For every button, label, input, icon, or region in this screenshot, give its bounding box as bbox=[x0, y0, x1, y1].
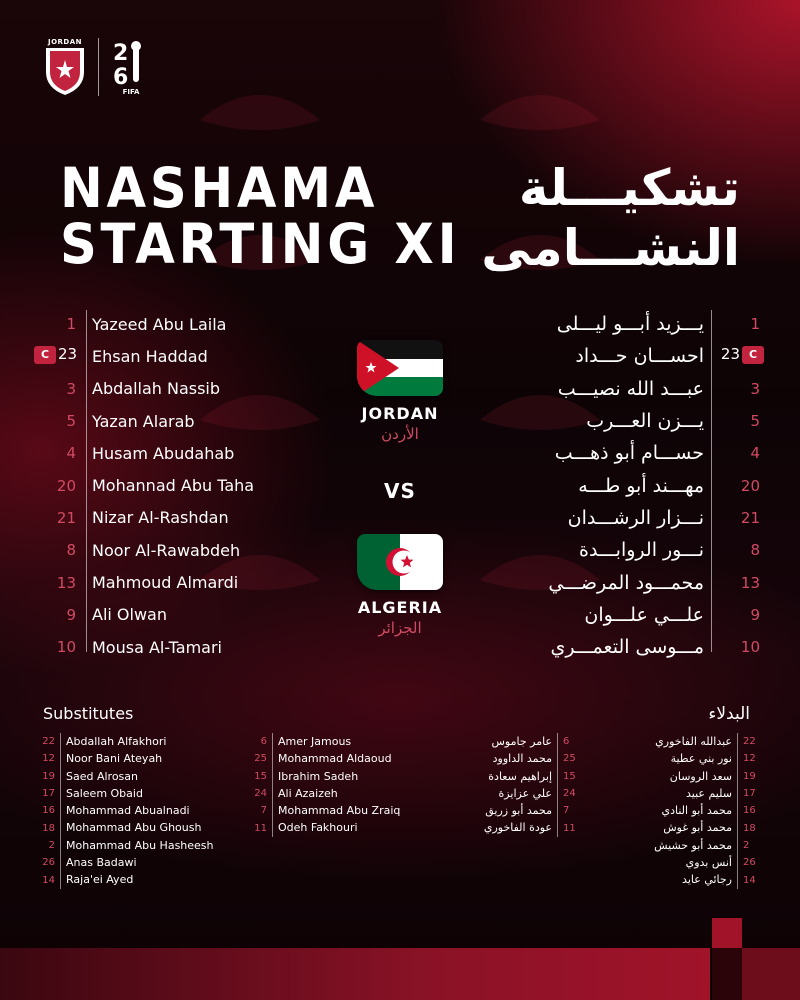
lineup-row bbox=[480, 469, 800, 501]
team-algeria-ar: الجزائر bbox=[378, 619, 422, 637]
player-number: 1 bbox=[750, 315, 760, 334]
player-number: 10 bbox=[740, 638, 760, 657]
lineup-row bbox=[480, 599, 800, 631]
sub-number: 11 bbox=[254, 822, 267, 834]
sub-row bbox=[38, 785, 258, 802]
sub-row bbox=[610, 733, 760, 750]
sub-name: محمد أبو زريق bbox=[485, 802, 558, 819]
brand-logos bbox=[42, 38, 153, 96]
sub-row bbox=[610, 750, 760, 767]
captain-number-ar: 23 bbox=[720, 345, 740, 363]
sub-name: سليم عبيد bbox=[686, 785, 738, 802]
sub-number: 22 bbox=[743, 736, 756, 748]
lineup-row bbox=[0, 373, 300, 405]
sub-name: نور بني عطية bbox=[671, 750, 738, 767]
jordan-fa-logo bbox=[42, 38, 88, 96]
subs-ar-column-2 bbox=[460, 733, 580, 837]
lineup-row bbox=[480, 631, 800, 663]
subs-ar-column-1 bbox=[610, 733, 760, 889]
sub-row bbox=[460, 785, 580, 802]
player-name: عبـــد الله نصيـــب bbox=[557, 377, 704, 400]
sub-name: محمد أبو غوش bbox=[663, 819, 738, 836]
player-number: 9 bbox=[66, 605, 76, 624]
player-name: Yazeed Abu Laila bbox=[92, 314, 227, 334]
sub-number: 6 bbox=[563, 736, 570, 748]
lineup-en-divider bbox=[86, 310, 87, 652]
lineup-ar-divider bbox=[711, 310, 712, 652]
lineup-row bbox=[0, 502, 300, 534]
sub-row bbox=[460, 802, 580, 819]
sub-row bbox=[38, 768, 258, 785]
sub-name: Mohammad Aldaoud bbox=[272, 750, 392, 767]
player-number: 20 bbox=[56, 476, 76, 495]
sub-number: 19 bbox=[42, 770, 55, 782]
sub-row bbox=[250, 768, 410, 785]
player-number: 3 bbox=[66, 379, 76, 398]
svg-text:2: 2 bbox=[113, 41, 129, 66]
sub-name: أنس بدوي bbox=[686, 854, 738, 871]
lineup-row bbox=[480, 373, 800, 405]
algeria-flag-icon bbox=[357, 534, 443, 590]
sub-number: 16 bbox=[42, 805, 55, 817]
team-algeria-en: ALGERIA bbox=[357, 598, 443, 617]
player-name: Mousa Al-Tamari bbox=[92, 637, 222, 657]
player-name: Noor Al-Rawabdeh bbox=[92, 540, 241, 560]
sub-name: Mohammad Abualnadi bbox=[60, 802, 190, 819]
sub-number: 26 bbox=[42, 857, 55, 869]
sub-number: 22 bbox=[42, 736, 55, 748]
sub-row bbox=[610, 837, 760, 854]
trophy-26-icon bbox=[109, 38, 153, 88]
sub-row bbox=[460, 750, 580, 767]
player-name: Mohannad Abu Taha bbox=[92, 476, 255, 496]
sub-name: Mohammad Abu Zraiq bbox=[272, 802, 400, 819]
sub-row bbox=[610, 854, 760, 871]
team-jordan bbox=[350, 340, 450, 443]
sub-number: 26 bbox=[743, 857, 756, 869]
team-jordan-ar: الأردن bbox=[381, 425, 419, 443]
player-number: 20 bbox=[740, 476, 760, 495]
fifa-word: FIFA bbox=[122, 88, 140, 96]
lineup-row bbox=[0, 566, 300, 598]
sub-row bbox=[610, 819, 760, 836]
sub-row bbox=[38, 750, 258, 767]
bottom-bar bbox=[0, 948, 710, 1000]
sub-row bbox=[610, 871, 760, 888]
sub-name: محمد أبو النادي bbox=[661, 802, 738, 819]
shield-icon bbox=[42, 38, 88, 96]
player-name: مهـــند أبو طـــه bbox=[578, 474, 704, 497]
player-number: 4 bbox=[66, 444, 76, 463]
sub-number: 12 bbox=[42, 753, 55, 765]
subs-en-column-2 bbox=[250, 733, 410, 837]
bottom-square-corner bbox=[742, 948, 800, 1000]
lineup-row bbox=[0, 631, 300, 663]
lineup-row bbox=[480, 437, 800, 469]
sub-name: Abdallah Alfakhori bbox=[60, 733, 166, 750]
player-name: Mahmoud Almardi bbox=[92, 573, 239, 593]
sub-number: 18 bbox=[42, 822, 55, 834]
sub-name: محمد الداوود bbox=[493, 750, 558, 767]
title-english bbox=[60, 156, 461, 276]
sub-row bbox=[610, 768, 760, 785]
sub-number: 25 bbox=[254, 753, 267, 765]
sub-number: 2 bbox=[743, 839, 750, 851]
sub-number: 6 bbox=[260, 736, 267, 748]
player-name: نـــزار الرشـــدان bbox=[567, 506, 704, 529]
sub-row bbox=[38, 837, 258, 854]
title-ar-line1: تشكيـــلة bbox=[518, 159, 740, 217]
sub-name: Raja'ei Ayed bbox=[60, 871, 133, 888]
sub-row bbox=[610, 785, 760, 802]
player-name: حســـام أبو ذهـــب bbox=[554, 442, 704, 465]
player-name: نـــور الروابـــدة bbox=[579, 539, 704, 562]
sub-number: 24 bbox=[254, 788, 267, 800]
sub-number: 25 bbox=[563, 753, 576, 765]
lineup-row bbox=[0, 469, 300, 501]
lineup-row bbox=[480, 566, 800, 598]
player-name: Yazan Alarab bbox=[92, 411, 195, 431]
sub-name: إبراهيم سعادة bbox=[488, 768, 558, 785]
lineup-row bbox=[0, 308, 300, 340]
title-en-line2: STARTING XI bbox=[60, 212, 461, 276]
sub-row bbox=[38, 854, 258, 871]
sub-row bbox=[250, 750, 410, 767]
player-number: 21 bbox=[56, 508, 76, 527]
sub-row bbox=[38, 819, 258, 836]
title-ar-line2: النشـــامى bbox=[481, 219, 740, 277]
sub-name: Ibrahim Sadeh bbox=[272, 768, 358, 785]
player-name: احســـان حـــداد bbox=[575, 345, 704, 368]
lineup-row bbox=[480, 308, 800, 340]
jordan-flag-icon bbox=[357, 340, 443, 396]
player-number: 13 bbox=[740, 573, 760, 592]
player-number: 8 bbox=[66, 541, 76, 560]
sub-number: 15 bbox=[563, 770, 576, 782]
team-jordan-en: JORDAN bbox=[361, 404, 439, 423]
sub-name: Noor Bani Ateyah bbox=[60, 750, 162, 767]
sub-name: Amer Jamous bbox=[272, 733, 351, 750]
bottom-square-accent bbox=[712, 918, 742, 948]
title-arabic bbox=[481, 158, 740, 278]
sub-name: Mohammad Abu Ghoush bbox=[60, 819, 201, 836]
fifa-world-cup-logo bbox=[109, 38, 153, 96]
sub-name: علي عزايزة bbox=[499, 785, 558, 802]
player-number: 4 bbox=[750, 444, 760, 463]
player-name: Nizar Al-Rashdan bbox=[92, 508, 229, 528]
lineup-row bbox=[0, 599, 300, 631]
player-name: Abdallah Nassib bbox=[92, 379, 221, 399]
sub-number: 7 bbox=[260, 805, 267, 817]
lineup-row bbox=[480, 405, 800, 437]
sub-name: محمد أبو حشيش bbox=[654, 837, 738, 854]
sub-row bbox=[250, 802, 410, 819]
sub-row bbox=[38, 871, 258, 888]
sub-number: 14 bbox=[743, 874, 756, 886]
title-en-line1: NASHAMA bbox=[60, 156, 379, 220]
svg-text:6: 6 bbox=[113, 65, 129, 88]
sub-name: Ali Azaizeh bbox=[272, 785, 338, 802]
player-number: 3 bbox=[750, 379, 760, 398]
lineup-row bbox=[0, 405, 300, 437]
versus-label: VS bbox=[384, 479, 416, 503]
subs-en-column-1 bbox=[38, 733, 258, 889]
sub-number: 17 bbox=[743, 788, 756, 800]
player-number: 5 bbox=[750, 412, 760, 431]
sub-number: 12 bbox=[743, 753, 756, 765]
sub-number: 7 bbox=[563, 805, 570, 817]
player-number: 5 bbox=[66, 412, 76, 431]
sub-row bbox=[460, 768, 580, 785]
sub-name: رجائي عايد bbox=[682, 871, 738, 888]
player-number: 13 bbox=[56, 573, 76, 592]
sub-name: عامر جاموس bbox=[491, 733, 558, 750]
sub-number: 24 bbox=[563, 788, 576, 800]
sub-row bbox=[250, 819, 410, 836]
sub-name: Anas Badawi bbox=[60, 854, 137, 871]
sub-name: سعد الروسان bbox=[670, 768, 738, 785]
lineup-row bbox=[0, 437, 300, 469]
sub-row bbox=[460, 819, 580, 836]
player-name: يـــزيد أبـــو ليـــلى bbox=[556, 313, 704, 336]
sub-row bbox=[610, 802, 760, 819]
player-number: 9 bbox=[750, 605, 760, 624]
captain-number-en: 23 bbox=[58, 345, 78, 363]
sub-number: 15 bbox=[254, 770, 267, 782]
player-name: Husam Abudahab bbox=[92, 443, 235, 463]
player-name: محمـــود المرضـــي bbox=[548, 571, 704, 594]
jordan-logo-word: JORDAN bbox=[47, 38, 83, 46]
player-name: مـــوسى التعمـــري bbox=[550, 636, 704, 659]
player-name: يـــزن العـــرب bbox=[586, 410, 704, 433]
sub-row bbox=[38, 802, 258, 819]
bottom-square-dark bbox=[712, 948, 742, 1000]
sub-row bbox=[460, 733, 580, 750]
sub-number: 14 bbox=[42, 874, 55, 886]
sub-row bbox=[250, 733, 410, 750]
player-number: 1 bbox=[66, 315, 76, 334]
sub-name: Saleem Obaid bbox=[60, 785, 143, 802]
lineup-row bbox=[480, 534, 800, 566]
team-algeria bbox=[350, 534, 450, 637]
sub-name: Odeh Fakhouri bbox=[272, 819, 358, 836]
player-number: 8 bbox=[750, 541, 760, 560]
lineup-row bbox=[480, 502, 800, 534]
sub-row bbox=[250, 785, 410, 802]
player-name: Ehsan Haddad bbox=[92, 346, 208, 366]
sub-name: Saed Alrosan bbox=[60, 768, 138, 785]
sub-name: Mohammad Abu Hasheesh bbox=[60, 837, 214, 854]
player-number: 10 bbox=[56, 638, 76, 657]
sub-name: عودة الفاخوري bbox=[484, 819, 558, 836]
sub-number: 16 bbox=[743, 805, 756, 817]
player-name: علـــي علـــوان bbox=[584, 603, 704, 626]
captain-badge-en: C bbox=[34, 346, 56, 364]
sub-number: 18 bbox=[743, 822, 756, 834]
captain-badge-ar: C bbox=[742, 346, 764, 364]
logo-divider bbox=[98, 38, 99, 96]
sub-row bbox=[38, 733, 258, 750]
sub-number: 2 bbox=[48, 839, 55, 851]
sub-number: 17 bbox=[42, 788, 55, 800]
sub-number: 19 bbox=[743, 770, 756, 782]
player-name: Ali Olwan bbox=[92, 605, 167, 625]
player-number: 21 bbox=[740, 508, 760, 527]
substitutes-heading-en: Substitutes bbox=[43, 704, 134, 723]
sub-number: 11 bbox=[563, 822, 576, 834]
substitutes-heading-ar: البدلاء bbox=[708, 704, 750, 724]
sub-name: عبدالله الفاخوري bbox=[655, 733, 738, 750]
lineup-row bbox=[0, 534, 300, 566]
